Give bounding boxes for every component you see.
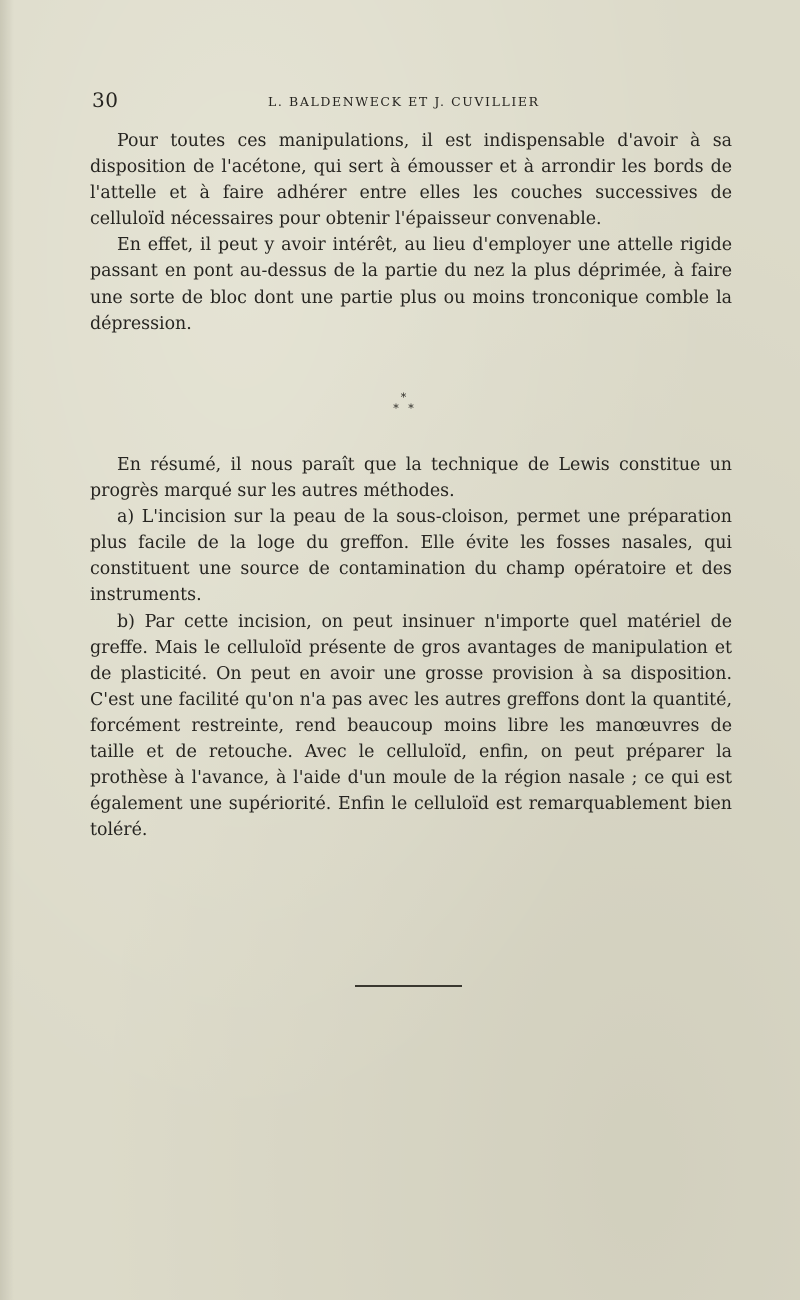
body-text-top bbox=[90, 128, 732, 337]
end-rule-divider bbox=[355, 985, 462, 987]
paragraph: Pour toutes ces manipulations, il est indispensable d'avoir à sa disposition de l'acétone, qui sert à émousser et à arrondir les bords de l'attelle et à faire adhérer entre elles les couches successives de celluloïd nécessaires pour obtenir l'épaisseur convenable. bbox=[90, 131, 732, 230]
paragraph: En résumé, il nous paraît que la technique de Lewis constitue un progrès marqué sur les autres méthodes. bbox=[90, 455, 732, 502]
asterism-top: * bbox=[400, 391, 410, 404]
paragraph: En effet, il peut y avoir intérêt, au lieu d'employer une attelle rigide passant en pont au-dessus de la partie du nez la plus déprimée, à faire une sorte de bloc dont une partie plus ou moins tronconique comble la dépression. bbox=[90, 235, 732, 334]
paragraph: a) L'incision sur la peau de la sous-cloison, permet une préparation plus facile de la loge du greffon. Elle évite les fosses nasales, qui constituent une source de contamination du champ opératoire et des instruments. bbox=[90, 507, 732, 606]
page-number: 30 bbox=[92, 88, 119, 112]
asterism-divider bbox=[380, 392, 430, 414]
body-text-bottom bbox=[90, 452, 732, 843]
asterism-bottom: * * bbox=[393, 402, 417, 415]
page-header bbox=[92, 88, 732, 118]
paragraph: b) Par cette incision, on peut insinuer n'importe quel matériel de greffe. Mais le celluloïd présente de gros avantages de manipulation et de plasticité. On peut en avoir une grosse provision à sa disposition. C'est une facilité qu'on n'a pas avec les autres greffons dont la quantité, forcément restreinte, rend beaucoup moins libre les manœuvres de taille et de retouche. Avec le celluloïd, enfin, on peut préparer la prothèse à l'avance, à l'aide d'un moule de la région nasale ; ce qui est également une supériorité. Enfin le celluloïd est remarquablement bien toléré. bbox=[90, 611, 732, 841]
page-edge-shadow bbox=[0, 0, 14, 1300]
running-head: L. BALDENWECK ET J. CUVILLIER bbox=[268, 94, 540, 109]
